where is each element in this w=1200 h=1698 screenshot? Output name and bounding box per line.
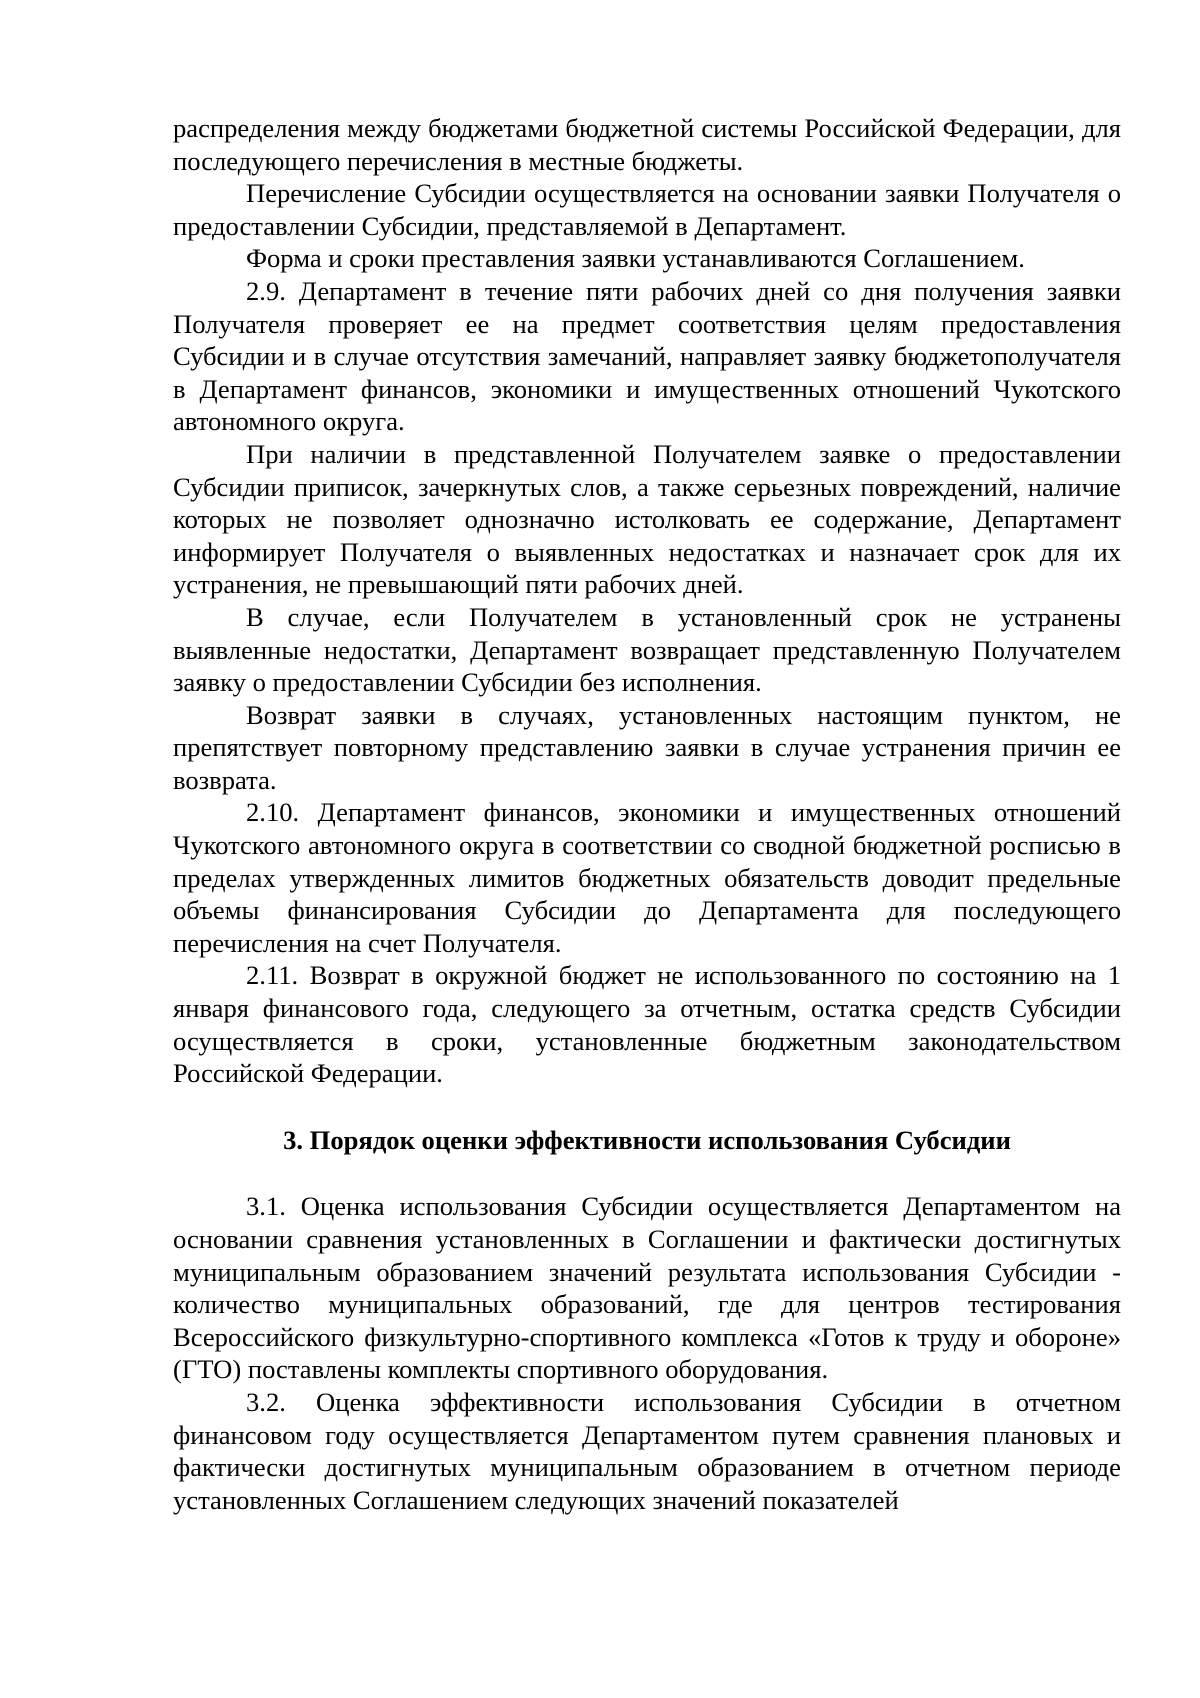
paragraph-1: распределения между бюджетами бюджетной системы Российской Федерации, для последующего перечисления в местные бюджеты. [173,113,1121,176]
paragraph-6: В случае, если Получателем в установленный срок не устранены выявленные недостатки, Департамент возвращает представленную Получателем заявку о предоставлении Субсидии без исполнения. [173,601,1121,698]
paragraph-2-10: 2.10. Департамент финансов, экономики и имущественных отношений Чукотского автономного округа в соответствии со сводной бюджетной росписью в пределах утвержденных лимитов бюджетных обязательств доводит предельные объемы финансирования Субсидии до Департамента для последующего перечисления на счет Получателя. [173,797,1121,958]
paragraph-3-2: 3.2. Оценка эффективности использования Субсидии в отчетном финансовом году осуществляется Департаментом путем сравнения плановых и фактически достигнутых муниципальным образованием в отчетном периоде установленных Соглашением следующих значений показателей [173,1386,1121,1515]
paragraph-7: Возврат заявки в случаях, установленных настоящим пунктом, не препятствует повторному представлению заявки в случае устранения причин ее возврата. [173,699,1121,795]
paragraph-2-9: 2.9. Департамент в течение пяти рабочих дней со дня получения заявки Получателя проверяет ее на предмет соответствия целям предоставления Субсидии и в случае отсутствия замечаний, направляет заявку бюджетополучателя в Департамент финансов, экономики и имущественных отношений Чукотского автономного округа. [173,275,1121,437]
paragraph-3-1: 3.1. Оценка использования Субсидии осуществляется Департаментом на основании сравнения установленных в Соглашении и фактически достигнутых муниципальным образованием значений результата использования Субсидии - количество муниципальных образований, где для центров тестирования Всероссийского физкультурно-спортивного комплекса «Готов к труду и обороне» (ГТО) поставлены комплекты спортивного оборудования. [173,1191,1121,1385]
paragraph-2: Перечисление Субсидии осуществляется на основании заявки Получателя о предоставлении Субсидии, представляемой в Департамент. [173,178,1121,241]
paragraph-3: Форма и сроки преставления заявки устанавливаются Соглашением. [246,243,1025,274]
paragraph-5: При наличии в представленной Получателем заявке о предоставлении Субсидии приписок, зачеркнутых слов, а также серьезных повреждений, наличие которых не позволяет однозначно истолковать ее содержание, Департамент информирует Получателя о выявленных недостатках и назначает срок для их устранения, не превышающий пяти рабочих дней. [173,438,1121,600]
paragraph-2-11: 2.11. Возврат в окружной бюджет не использованного по состоянию на 1 января финансового года, следующего за отчетным, остатка средств Субсидии осуществляется в сроки, установленные бюджетным законодательством Российской Федерации. [173,960,1121,1089]
section-heading: 3. Порядок оценки эффективности использования Субсидии [283,1124,1011,1155]
document-page [173,112,1121,1652]
